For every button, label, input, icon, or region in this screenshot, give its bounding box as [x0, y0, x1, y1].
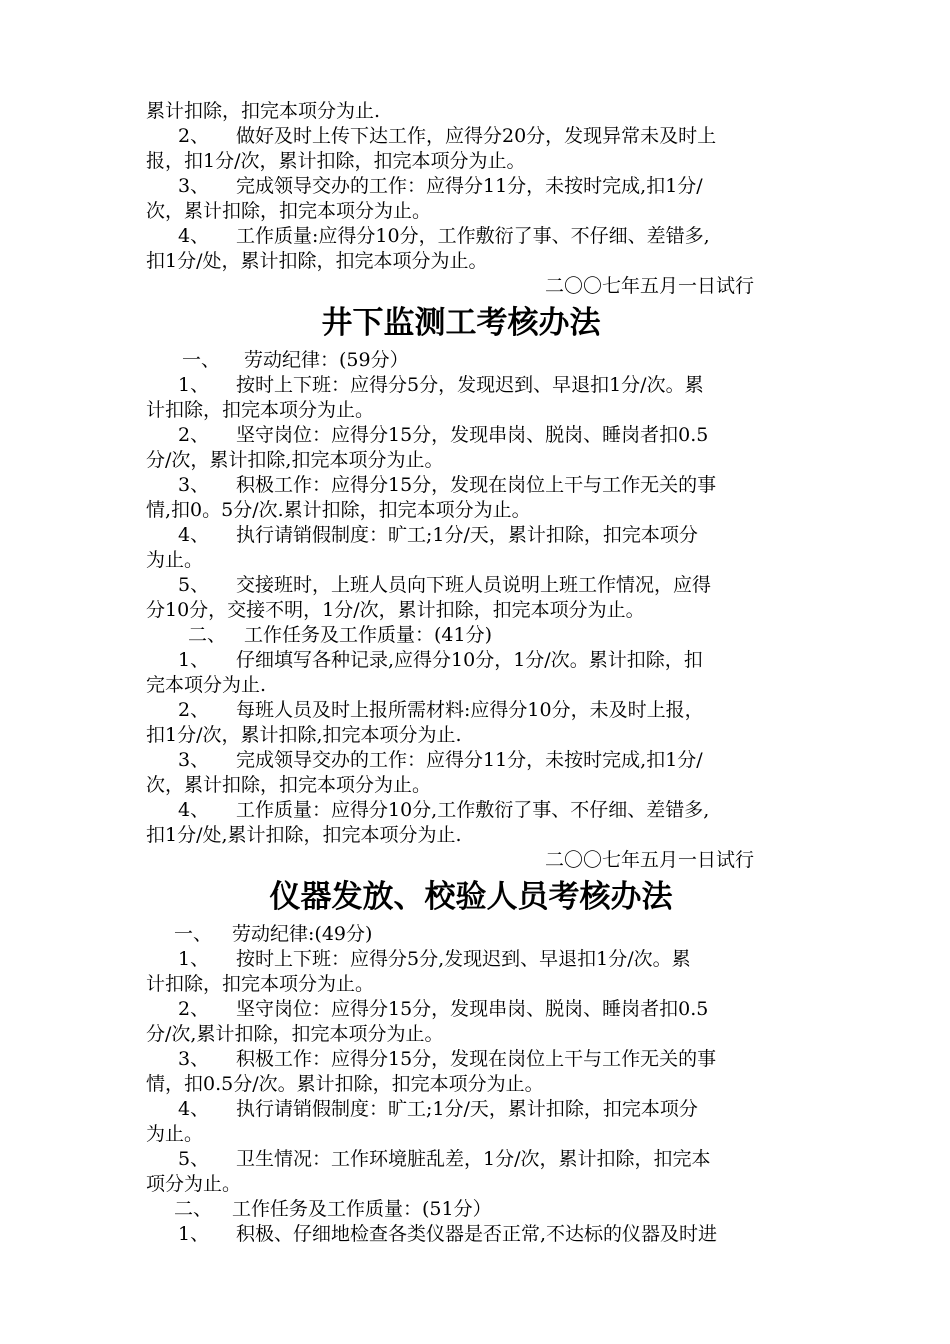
- item-number: 3、: [178, 175, 210, 197]
- list-item: [146, 423, 806, 448]
- list-item: [146, 473, 806, 498]
- section-title: 仪器发放、校验人员考核办法: [269, 879, 673, 915]
- paragraph-line: 情，扣0.5分/次。累计扣除，扣完本项分为止。: [146, 1073, 544, 1095]
- paragraph-line: 扣1分/处，累计扣除，扣完本项分为止。: [146, 250, 488, 272]
- heading-text: 劳动纪律:(49分): [232, 923, 373, 945]
- paragraph-line: 为止。: [146, 549, 204, 571]
- section-title: 井下监测工考核办法: [321, 305, 601, 341]
- subsection-heading: [146, 623, 806, 648]
- heading-number: 二、: [174, 1198, 213, 1220]
- item-number: 4、: [178, 1098, 210, 1120]
- item-text: 积极工作：应得分15分，发现在岗位上干与工作无关的事: [236, 1048, 717, 1070]
- item-text: 完成领导交办的工作：应得分11分，未按时完成,扣1分/: [236, 175, 703, 197]
- list-item: [146, 373, 806, 398]
- item-number: 3、: [178, 749, 210, 771]
- date-line: 二〇〇七年五月一日试行: [544, 275, 754, 297]
- heading-text: 劳动纪律：(59分）: [244, 349, 409, 371]
- paragraph-line: 次，累计扣除，扣完本项分为止。: [146, 200, 432, 222]
- paragraph-line: 次，累计扣除，扣完本项分为止。: [146, 774, 432, 796]
- heading-number: 二、: [188, 624, 227, 646]
- item-number: 4、: [178, 799, 210, 821]
- item-text: 坚守岗位：应得分15分，发现串岗、脱岗、睡岗者扣0.5: [236, 424, 709, 446]
- item-text: 执行请销假制度：旷工;1分/天，累计扣除，扣完本项分: [236, 1098, 698, 1120]
- paragraph-line: 为止。: [146, 1123, 204, 1145]
- item-number: 2、: [178, 424, 210, 446]
- item-text: 工作质量:应得分10分，工作敷衍了事、不仔细、差错多,: [236, 225, 710, 247]
- item-text: 积极工作：应得分15分，发现在岗位上干与工作无关的事: [236, 474, 717, 496]
- document-body: [146, 99, 806, 1247]
- paragraph-line: 计扣除，扣完本项分为止。: [146, 399, 375, 421]
- list-item: [146, 1147, 806, 1172]
- paragraph-line: 扣1分/次，累计扣除,扣完本项分为止.: [146, 724, 462, 746]
- paragraph-line: 报，扣1分/次，累计扣除，扣完本项分为止。: [146, 150, 526, 172]
- item-number: 5、: [178, 1148, 210, 1170]
- paragraph-line: 计扣除，扣完本项分为止。: [146, 973, 375, 995]
- item-text: 交接班时，上班人员向下班人员说明上班工作情况，应得: [236, 574, 712, 596]
- paragraph-line: 情,扣0。5分/次.累计扣除，扣完本项分为止。: [146, 499, 531, 521]
- item-text: 做好及时上传下达工作，应得分20分，发现异常未及时上: [236, 125, 717, 147]
- paragraph-line: 项分为止。: [146, 1173, 242, 1195]
- list-item: [146, 698, 806, 723]
- item-text: 按时上下班：应得分5分,发现迟到、早退扣1分/次。累: [236, 948, 691, 970]
- item-number: 2、: [178, 125, 210, 147]
- date-line: 二〇〇七年五月一日试行: [544, 849, 754, 871]
- item-text: 仔细填写各种记录,应得分10分，1分/次。累计扣除，扣: [236, 649, 703, 671]
- paragraph-line: 分/次，累计扣除,扣完本项分为止。: [146, 449, 444, 471]
- item-number: 1、: [178, 374, 210, 396]
- item-number: 1、: [178, 649, 210, 671]
- list-item: [146, 798, 806, 823]
- item-text: 坚守岗位：应得分15分，发现串岗、脱岗、睡岗者扣0.5: [236, 998, 709, 1020]
- paragraph-line: 分10分，交接不明，1分/次，累计扣除，扣完本项分为止。: [146, 599, 645, 621]
- item-number: 5、: [178, 574, 210, 596]
- list-item: [146, 523, 806, 548]
- item-text: 每班人员及时上报所需材料:应得分10分，未及时上报，: [236, 699, 704, 721]
- paragraph-line: 扣1分/处,累计扣除，扣完本项分为止.: [146, 824, 462, 846]
- list-item: [146, 748, 806, 773]
- subsection-heading: [146, 922, 806, 947]
- list-item: [146, 224, 806, 249]
- item-number: 4、: [178, 524, 210, 546]
- item-number: 3、: [178, 474, 210, 496]
- list-item: [146, 947, 806, 972]
- item-number: 3、: [178, 1048, 210, 1070]
- heading-text: 工作任务及工作质量：(51分）: [232, 1198, 492, 1220]
- heading-number: 一、: [174, 923, 213, 945]
- item-text: 完成领导交办的工作：应得分11分，未按时完成,扣1分/: [236, 749, 703, 771]
- list-item: [146, 124, 806, 149]
- list-item: [146, 648, 806, 673]
- subsection-heading: [146, 348, 806, 373]
- item-number: 2、: [178, 699, 210, 721]
- item-number: 1、: [178, 1223, 210, 1245]
- list-item: [146, 1047, 806, 1072]
- item-text: 卫生情况：工作环境脏乱差，1分/次，累计扣除，扣完本: [236, 1148, 711, 1170]
- heading-number: 一、: [182, 349, 221, 371]
- heading-text: 工作任务及工作质量：(41分): [244, 624, 493, 646]
- item-text: 积极、仔细地检查各类仪器是否正常,不达标的仪器及时进: [236, 1223, 718, 1245]
- paragraph-line: 完本项分为止.: [146, 674, 267, 696]
- list-item: [146, 997, 806, 1022]
- item-number: 4、: [178, 225, 210, 247]
- list-item: [146, 174, 806, 199]
- item-number: 2、: [178, 998, 210, 1020]
- item-number: 1、: [178, 948, 210, 970]
- paragraph-line: 累计扣除，扣完本项分为止.: [146, 100, 381, 122]
- list-item: [146, 573, 806, 598]
- list-item: [146, 1222, 806, 1247]
- subsection-heading: [146, 1197, 806, 1222]
- item-text: 执行请销假制度：旷工;1分/天，累计扣除，扣完本项分: [236, 524, 698, 546]
- paragraph-line: 分/次,累计扣除，扣完本项分为止。: [146, 1023, 444, 1045]
- list-item: [146, 1097, 806, 1122]
- item-text: 按时上下班：应得分5分，发现迟到、早退扣1分/次。累: [236, 374, 704, 396]
- item-text: 工作质量：应得分10分,工作敷衍了事、不仔细、差错多,: [236, 799, 710, 821]
